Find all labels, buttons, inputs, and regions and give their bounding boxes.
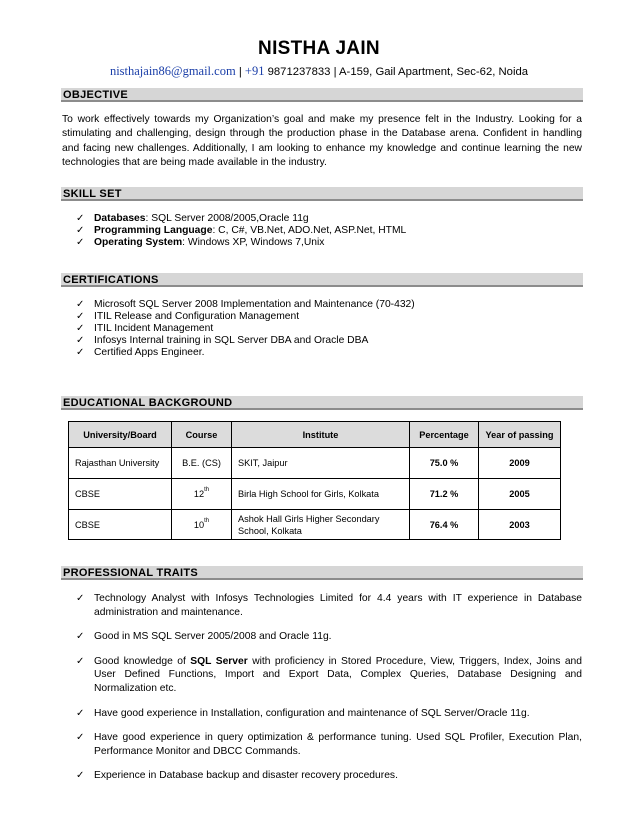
objective-text: To work effectively towards my Organization’s goal and make my presence felt in the Industry. Looking for a stimulating and challenging, design through the production phase in the Database arena. Confident in handling and facing new challenges. Additionally, I am looking to enhance my knowledge and continue learning the new technologies that are being made available in the industry. bbox=[62, 114, 582, 168]
check-icon: ✓ bbox=[76, 770, 85, 782]
table-row bbox=[69, 448, 561, 479]
cell-board: CBSE bbox=[69, 510, 172, 540]
candidate-name: NISTHA JAIN bbox=[258, 38, 380, 59]
list-item: ✓ ITIL Release and Configuration Management bbox=[76, 311, 300, 322]
certification-list bbox=[70, 299, 570, 359]
list-item: ✓ Have good experience in query optimization & performance tuning. Used SQL Profiler, Execution Plan, Performance Monitor and DBCC Commands. bbox=[76, 732, 582, 757]
cell-board: CBSE bbox=[69, 479, 172, 510]
cell-year: 2005 bbox=[479, 479, 561, 510]
professional-traits-heading: PROFESSIONAL TRAITS bbox=[61, 566, 583, 580]
traits-list bbox=[70, 592, 582, 794]
contact-line: nisthajain86@gmail.com | +91 9871237833 | A-159, Gail Apartment, Sec-62, Noida bbox=[109, 64, 529, 78]
cell-year: 2003 bbox=[479, 510, 561, 540]
column-header: University/Board bbox=[69, 422, 172, 448]
check-icon: ✓ bbox=[76, 655, 85, 667]
list-item: ✓ Operating System: Windows XP, Windows 7,Unix bbox=[76, 237, 325, 248]
phone-prefix: +91 bbox=[244, 64, 265, 78]
cell-percentage: 75.0 % bbox=[410, 448, 479, 479]
check-icon: ✓ bbox=[76, 732, 85, 744]
check-icon: ✓ bbox=[76, 347, 85, 358]
list-item: ✓ Programming Language: C, C#, VB.Net, ADO.Net, ASP.Net, HTML bbox=[76, 225, 407, 236]
cell-institute: Birla High School for Girls, Kolkata bbox=[232, 479, 410, 510]
table-row bbox=[69, 510, 561, 540]
check-icon: ✓ bbox=[76, 311, 85, 322]
cell-percentage: 76.4 % bbox=[410, 510, 479, 540]
cell-course: B.E. (CS) bbox=[172, 448, 232, 479]
cell-course: 10th bbox=[172, 510, 232, 540]
column-header: Institute bbox=[232, 422, 410, 448]
list-item: ✓ Have good experience in Installation, configuration and maintenance of SQL Server/Oracle 11g. bbox=[76, 707, 530, 719]
list-item: ✓ Good knowledge of SQL Server with proficiency in Stored Procedure, View, Triggers, Index, Joins and User Defined Functions, Import and Export Data, Complex Queries, Database Designing and Normalization etc. bbox=[76, 655, 583, 694]
list-item: ✓ Databases: SQL Server 2008/2005,Oracle 11g bbox=[76, 213, 309, 224]
check-icon: ✓ bbox=[76, 213, 85, 224]
check-icon: ✓ bbox=[76, 593, 85, 604]
contact-details: 9871237833 | A-159, Gail Apartment, Sec-62, Noida bbox=[264, 66, 529, 78]
check-icon: ✓ bbox=[76, 323, 85, 334]
table-header-row bbox=[69, 422, 561, 448]
column-header: Course bbox=[172, 422, 232, 448]
list-item: ✓ Technology Analyst with Infosys Technologies Limited for 4.4 years with IT experience in Database administration and maintenance. bbox=[76, 593, 582, 618]
cell-institute: SKIT, Jaipur bbox=[232, 448, 410, 479]
list-item: ✓ Microsoft SQL Server 2008 Implementation and Maintenance (70-432) bbox=[76, 299, 415, 310]
table-row bbox=[69, 479, 561, 510]
list-item: ✓ ITIL Incident Management bbox=[76, 323, 214, 334]
check-icon: ✓ bbox=[76, 237, 85, 248]
column-header: Percentage bbox=[410, 422, 479, 448]
cell-board: Rajasthan University bbox=[69, 448, 172, 479]
list-item: ✓ Infosys Internal training in SQL Server DBA and Oracle DBA bbox=[76, 335, 369, 346]
check-icon: ✓ bbox=[76, 335, 85, 346]
education-table bbox=[68, 421, 561, 540]
cell-year: 2009 bbox=[479, 448, 561, 479]
check-icon: ✓ bbox=[76, 299, 85, 310]
column-header: Year of passing bbox=[479, 422, 561, 448]
check-icon: ✓ bbox=[76, 225, 85, 236]
check-icon: ✓ bbox=[76, 631, 85, 643]
cell-institute: Ashok Hall Girls Higher Secondary School, Kolkata bbox=[232, 510, 410, 540]
cell-course: 12th bbox=[172, 479, 232, 510]
email-link[interactable]: nisthajain86@gmail.com bbox=[109, 64, 236, 78]
list-item: ✓ Certified Apps Engineer. bbox=[76, 347, 205, 358]
check-icon: ✓ bbox=[76, 707, 85, 719]
objective-heading: OBJECTIVE bbox=[61, 88, 583, 102]
education-heading: EDUCATIONAL BACKGROUND bbox=[61, 396, 583, 410]
skill-set-heading: SKILL SET bbox=[61, 187, 583, 201]
list-item: ✓ Experience in Database backup and disaster recovery procedures. bbox=[76, 770, 398, 782]
certifications-heading: CERTIFICATIONS bbox=[61, 273, 583, 287]
cell-percentage: 71.2 % bbox=[410, 479, 479, 510]
list-item: ✓ Good in MS SQL Server 2005/2008 and Oracle 11g. bbox=[76, 631, 332, 643]
skill-list bbox=[70, 213, 570, 249]
